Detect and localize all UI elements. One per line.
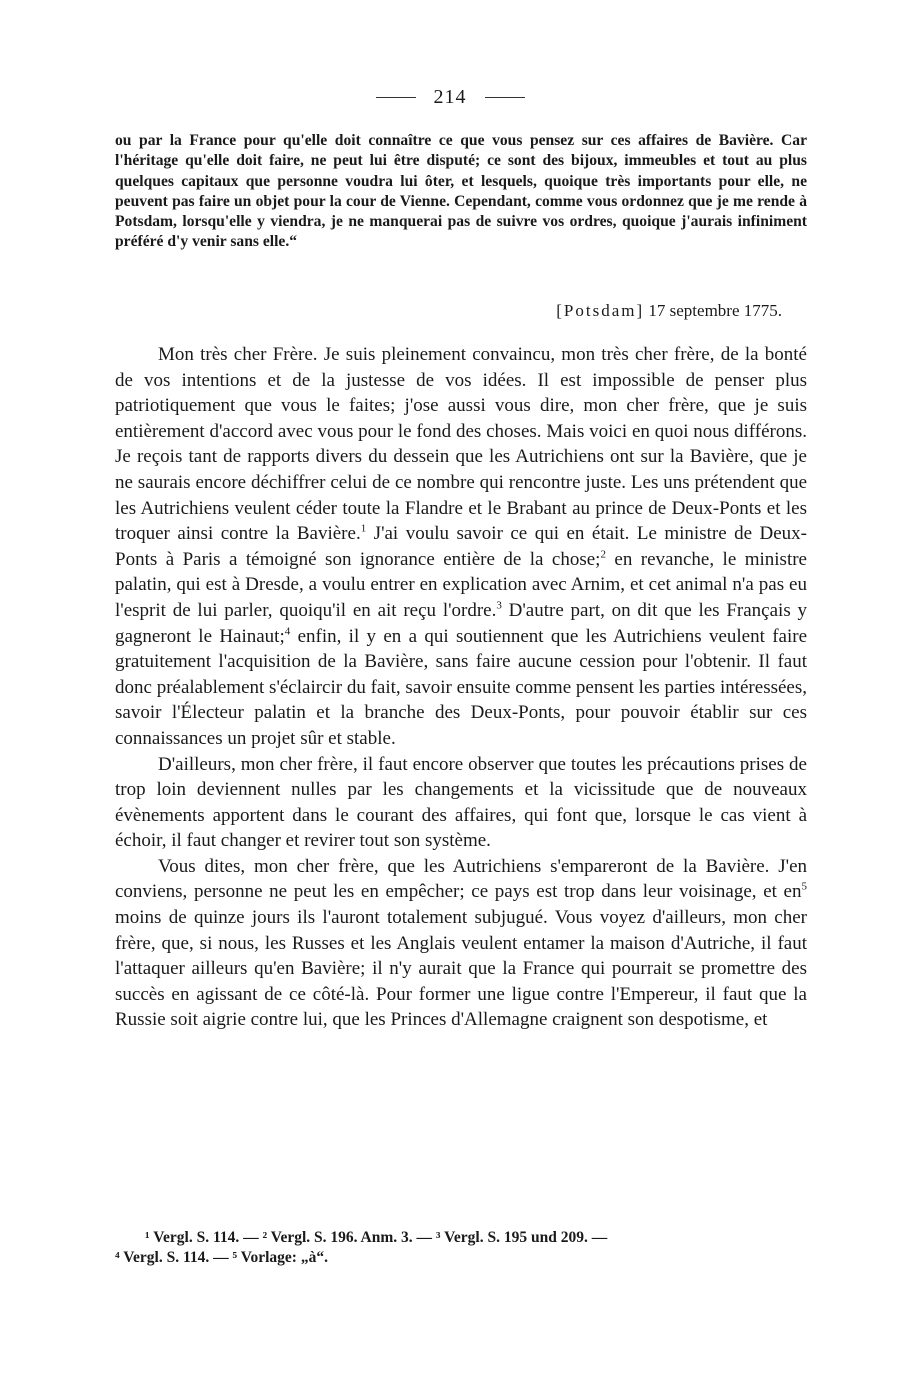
paragraph-1-sentence-5: enfin, il y en a qui soutiennent que les Autrichiens veulent faire gratuitement l'acquisition de la Bavière, sans faire aucune cession pour l'obtenir. Il faut donc préalablement s'éclaircir du fait, savoir ensuite comme pensent les parties intéressées, savoir l'Électeur palatin et la branche des Deux-Ponts, pour pouvoir établir sur ces connaissances un projet sûr et stable. [115, 625, 808, 749]
page-number: 214 [433, 86, 467, 108]
dateline [556, 301, 782, 321]
dateline-date: 17 septembre 1775. [648, 301, 782, 320]
preceding-paragraph: ou par la France pour qu'elle doit connaître ce que vous pensez sur ces affaires de Bavière. Car l'héritage qu'elle doit faire, ne peut lui être disputé; ce sont des bijoux, immeubles et tout au plus quelques capitaux que personne voudra lui ôter, et lesquels, quoique très importants pour elle, ne peuvent pas faire un objet pour la cour de Vienne. Cependant, comme vous ordonnez que je me rende à Potsdam, lorsqu'elle y viendra, je ne manquerai pas de suivre vos ordres, quoique j'aurais infiniment préféré d'y venir sans elle.“ [115, 132, 807, 251]
letter-body [115, 342, 807, 1033]
dateline-place: [Potsdam] [556, 301, 645, 320]
paragraph-3-sentence-1: Vous dites, mon cher frère, que les Autrichiens s'empareront de la Bavière. J'en conviens, personne ne peut les en empêcher; ce pays est trop dans leur voisinage, et en [115, 855, 807, 903]
footnote-line-2: ⁴ Vergl. S. 114. — ⁵ Vorlage: „à“. [115, 1249, 328, 1266]
footnote-marker-4: 4 [284, 625, 291, 638]
footnote-marker-1: 1 [360, 522, 367, 535]
paragraph-1-sentence-2: J'ai voulu savoir ce qui en était. Le ministre de Deux-Ponts à Paris a témoigné son ignorance entière de la chose; [115, 523, 808, 570]
paragraph-1-sentence-1: Je suis pleinement convaincu, mon très cher frère, de la bonté de vos intentions et de la justesse de vos idées. Il est impossible de penser plus patriotiquement que vous le faites; j'ose aussi vous dire, mon cher frère, que je suis entièrement d'accord avec vous pour le fond des choses. Mais voici en quoi nous différons. Je reçois tant de rapports divers du dessein que les Autrichiens ont sur la Bavière, que je ne saurais encore déchiffrer celui de ce nombre qui rencontre juste. Les uns prétendent que les Autrichiens veulent céder toute la Flandre et le Brabant au prince de Deux-Ponts et les troquer ainsi contre la Bavière. [115, 344, 807, 545]
salutation: Mon très cher Frère. [158, 344, 318, 365]
header-rule-right [485, 97, 525, 98]
paragraph-1-sentence-4: D'autre part, on dit que les Français y gagneront le Hainaut; [115, 599, 807, 647]
letter-paragraph-2: D'ailleurs, mon cher frère, il faut encore observer que toutes les précautions prises de trop loin deviennent nulles par les changements et la vicissitude que de nouveaux évènements apportent dans le courant des affaires, qui font que, lorsque le cas vient à échoir, il faut changer et revirer tout son système. [115, 753, 807, 852]
footnote-line-1: ¹ Vergl. S. 114. — ² Vergl. S. 196. Anm. 3. — ³ Vergl. S. 195 und 209. — [145, 1229, 608, 1246]
page-header [0, 86, 900, 109]
header-rule-left [376, 97, 416, 98]
letter-paragraph-3 [115, 854, 807, 1033]
footnote-marker-3: 3 [496, 599, 502, 612]
paragraph-3-sentence-2: moins de quinze jours ils l'auront totalement subjugué. Vous voyez d'ailleurs, mon cher frère, que, si nous, les Russes et les Anglais veulent entamer la maison d'Autriche, il faut l'attaquer ailleurs qu'en Bavière; il n'y aurait que la France qui pourrait se promettre des succès en agissant de ce côté-là. Pour former une ligue contre l'Empereur, il faut que la Russie soit aigrie contre lui, que les Princes d'Allemagne craignent son despotisme, et [115, 907, 807, 1031]
paragraph-1-sentence-3: en revanche, le ministre palatin, qui est à Dresde, a voulu entrer en explication avec Arnim, et cet animal n'a pas eu l'esprit de lui parler, quoiqu'il en ait reçu l'ordre. [115, 548, 807, 621]
preceding-letter-text [115, 131, 807, 253]
footnote-marker-2: 2 [600, 548, 606, 561]
letter-paragraph-1 [115, 342, 807, 752]
footnote-marker-5: 5 [801, 881, 807, 894]
footnotes [115, 1228, 807, 1268]
